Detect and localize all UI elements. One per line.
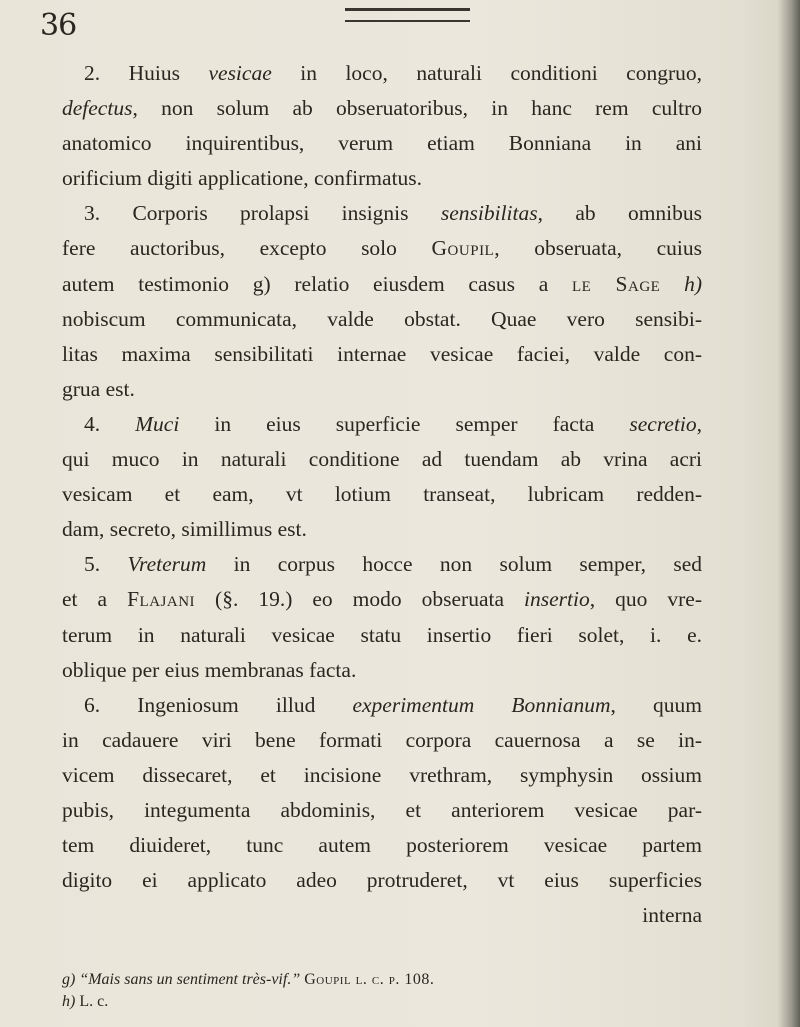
text-run: , quum — [610, 692, 703, 717]
text-run: pubis, integumenta abdominis, et anteriorem vesicae par- — [62, 797, 702, 822]
text-line — [62, 793, 702, 828]
footnote — [62, 991, 702, 1013]
footnote-reference: L. c. — [79, 993, 109, 1010]
footnote-quote: “Mais sans un sentiment très-vif.” — [79, 971, 305, 988]
footnote-mark: g) — [62, 971, 80, 988]
text-run: qui muco in naturali conditione ad tuendam ab vrina acri — [62, 447, 702, 472]
paragraph-5 — [62, 547, 702, 687]
text-run: , quo vre- — [589, 587, 702, 612]
text-line — [62, 196, 702, 231]
paragraph-number: 3. — [84, 201, 133, 226]
text-run: et a — [62, 587, 128, 612]
text-run: in corpus hocce non solum semper, sed — [206, 552, 703, 577]
text-run: , non solum ab obseruatoribus, in hanc rem cultro — [132, 96, 702, 121]
paragraph-number: 5. — [84, 552, 128, 577]
italic-run: defectus — [62, 96, 133, 121]
text-line — [62, 723, 702, 758]
small-caps-run: Goupil — [431, 236, 495, 261]
text-line — [62, 653, 702, 688]
text-run: autem testimonio g) relatio eiusdem casus a — [62, 271, 572, 296]
text-line — [62, 477, 702, 512]
text-run: in eius superficie semper facta — [179, 411, 630, 436]
text-run: dam, secreto, simillimus est. — [62, 517, 307, 542]
text-run: , — [696, 411, 703, 436]
italic-run: Muci — [135, 411, 180, 436]
text-run: in cadauere viri bene formati corpora cauernosa a se in- — [62, 727, 702, 752]
page-number: 36 — [40, 8, 77, 43]
text-line — [62, 442, 702, 477]
text-run: Corporis prolapsi insignis — [132, 201, 441, 226]
text-line — [62, 828, 702, 863]
italic-run: Vreterum — [127, 552, 207, 577]
text-line — [62, 547, 702, 582]
text-run: oblique per eius membranas facta. — [62, 657, 357, 682]
text-run: in loco, naturali conditioni congruo, — [271, 61, 702, 85]
footnote-mark: h) — [62, 993, 80, 1010]
italic-run: h) — [684, 271, 702, 296]
text-run: orificium digiti applicatione, confirmatus. — [62, 166, 423, 191]
italic-run: insertio — [524, 587, 590, 612]
text-run: litas maxima sensibilitati internae vesicae faciei, valde con- — [62, 341, 702, 366]
paragraph-number: 2. — [84, 61, 129, 85]
header-double-rule — [345, 8, 470, 22]
text-line — [62, 126, 702, 161]
text-run: Ingeniosum illud — [137, 692, 353, 717]
text-line — [62, 267, 702, 302]
text-run: , obseruata, cuius — [494, 236, 702, 261]
text-run: , ab omnibus — [537, 201, 703, 226]
text-run: grua est. — [62, 376, 135, 401]
text-line — [62, 337, 702, 372]
text-line — [62, 618, 702, 653]
text-run: vicem dissecaret, et incisione vrethram, symphysin ossium — [62, 762, 702, 787]
text-run: tem diuideret, tunc autem posteriorem vesicae partem — [62, 833, 702, 858]
text-run: (§. 19.) eo modo obseruata — [195, 587, 525, 612]
page-edge-shadow — [778, 0, 800, 1027]
text-run: digito ei applicato adeo protruderet, vt eius superficies — [62, 868, 702, 893]
text-run: nobiscum communicata, valde obstat. Quae vero sensibi- — [62, 306, 702, 331]
text-line — [62, 231, 702, 266]
text-line — [62, 512, 702, 547]
text-run: fere auctoribus, excepto solo — [62, 236, 432, 261]
paragraph-number: 6. — [84, 692, 138, 717]
text-run: terum in naturali vesicae statu insertio fieri solet, i. e. — [62, 622, 702, 647]
footnotes — [62, 969, 702, 1013]
italic-run: secretio — [629, 411, 697, 436]
text-run — [660, 272, 684, 296]
text-line — [62, 302, 702, 337]
text-line — [62, 161, 702, 196]
text-line — [62, 372, 702, 407]
footnote-reference: Goupil l. c. p. 108. — [304, 971, 435, 988]
paragraph-number: 4. — [84, 411, 136, 436]
paragraph-6 — [62, 688, 702, 899]
body-text — [62, 56, 702, 933]
text-line — [62, 56, 702, 91]
paragraph-4 — [62, 407, 702, 547]
text-line — [62, 863, 702, 898]
text-line — [62, 582, 702, 617]
italic-run: vesicae — [208, 61, 272, 85]
text-run: vesicam et eam, vt lotium transeat, lubricam redden- — [62, 482, 702, 507]
text-run: Huius — [128, 61, 209, 85]
text-line — [62, 758, 702, 793]
italic-run: sensibilitas — [440, 201, 538, 226]
text-line — [62, 688, 702, 723]
small-caps-run: Flajani — [127, 587, 196, 612]
text-run: anatomico inquirentibus, verum etiam Bonniana in ani — [62, 131, 702, 156]
footnote — [62, 969, 702, 991]
text-line — [62, 407, 702, 442]
catchword: interna — [642, 903, 702, 928]
italic-run: experimentum Bonnianum — [352, 692, 611, 717]
paragraph-2 — [62, 56, 702, 196]
small-caps-run: le Sage — [572, 271, 661, 296]
paragraph-3 — [62, 196, 702, 407]
text-line — [62, 91, 702, 126]
